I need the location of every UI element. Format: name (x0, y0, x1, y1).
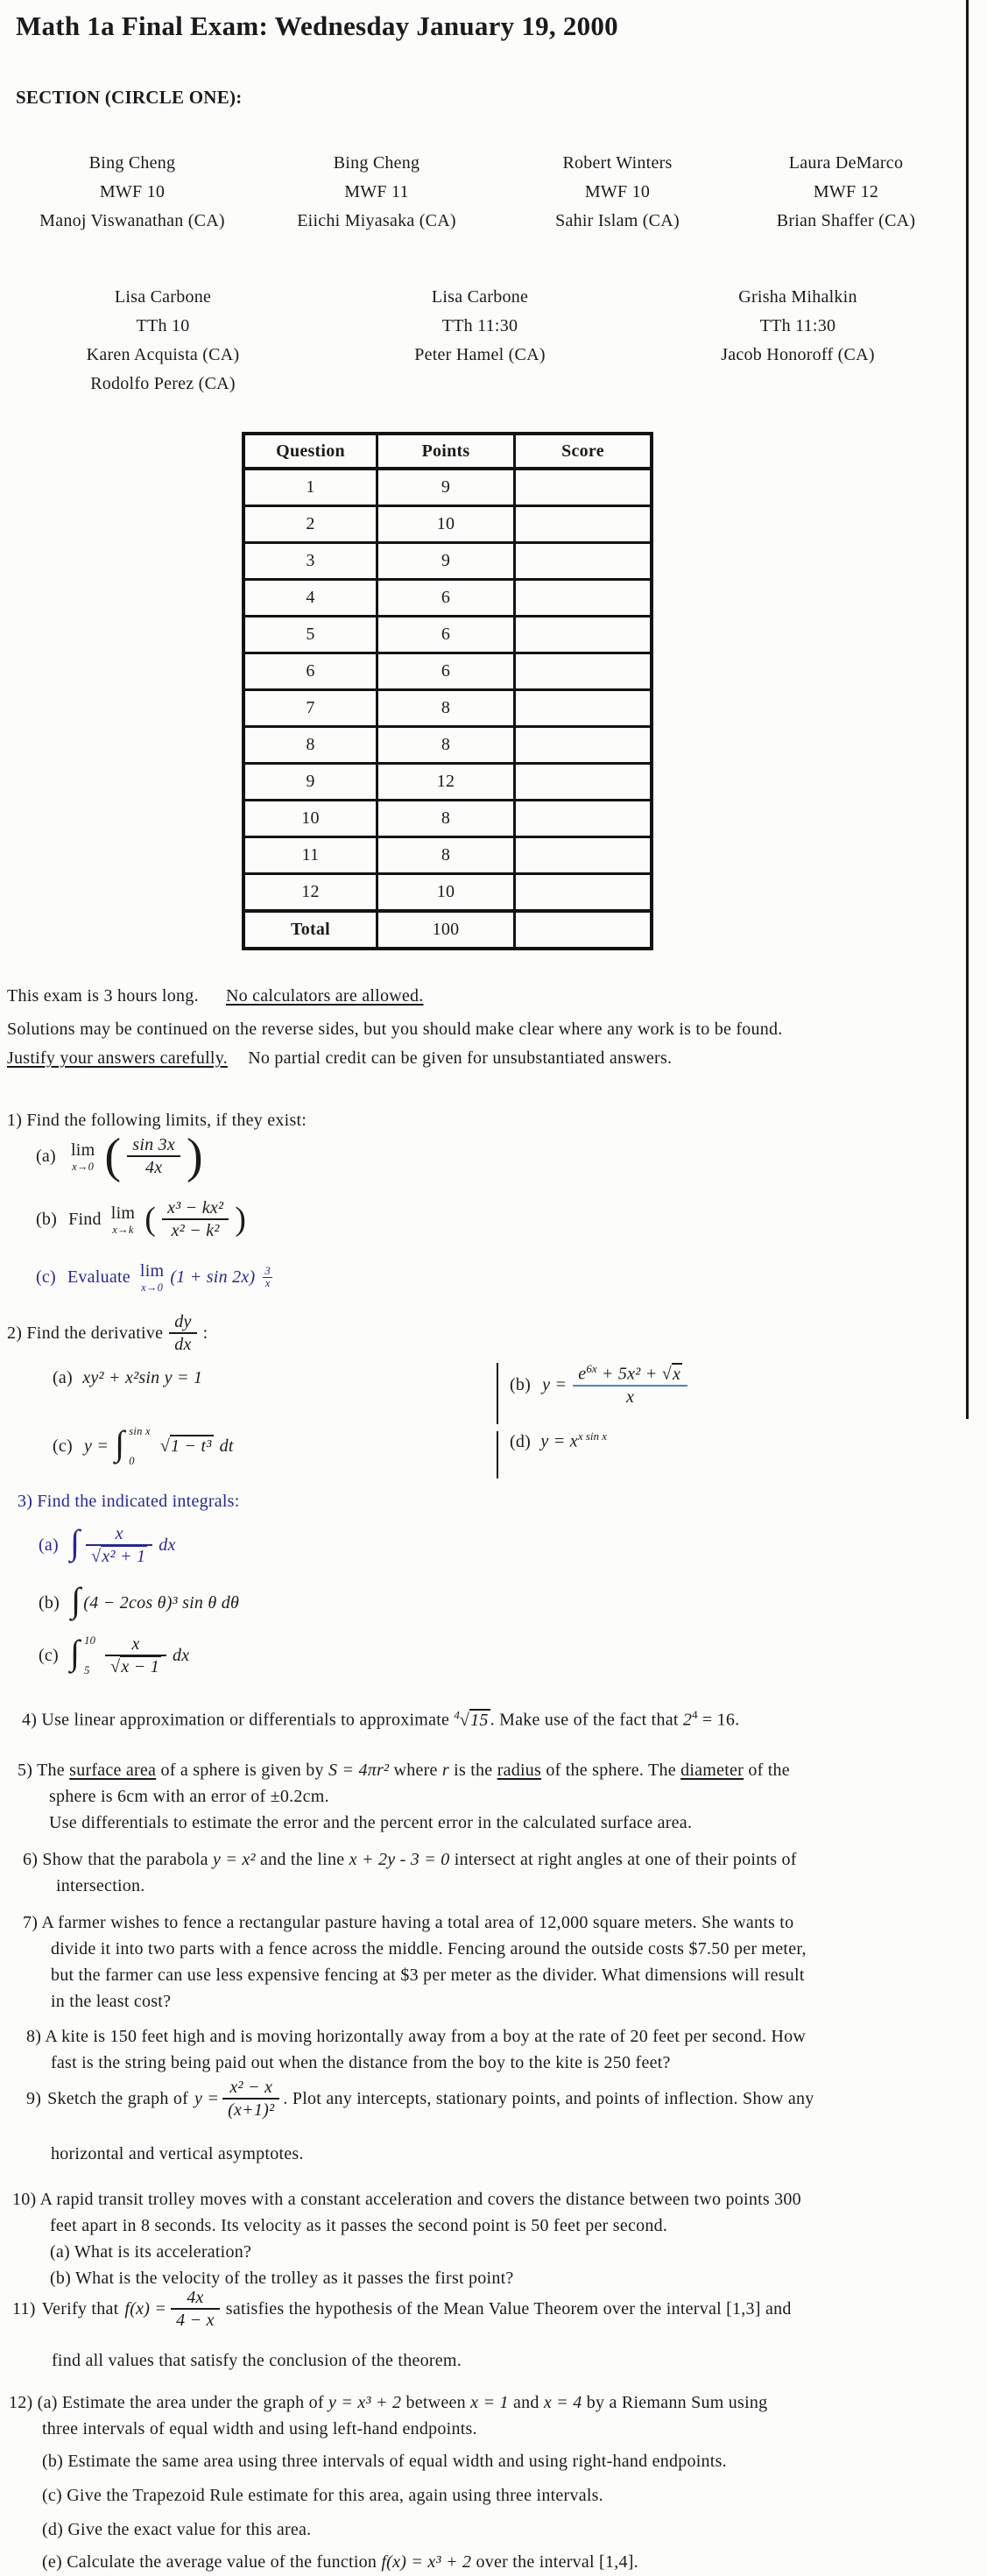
close-paren: ) (187, 1128, 203, 1183)
integral-limits (129, 1426, 151, 1466)
radical-sign: √ (159, 1436, 171, 1456)
fraction: $\frac{4x}{4 - x}$ (171, 2288, 220, 2331)
fraction: $\frac{\text{x³ − kx²}}{\text{x² − k²}}$ (162, 1198, 229, 1241)
column-divider-line (497, 1431, 498, 1479)
radical-sign: √ (661, 1364, 672, 1384)
instructions-line-3 (7, 1048, 672, 1069)
points-cell: 9 (377, 543, 515, 580)
score-table (242, 432, 653, 950)
part-label: (a) (53, 1368, 73, 1387)
limit-operator: lim x→0 (70, 1140, 95, 1173)
part-label: (a) (39, 1535, 59, 1555)
problem-text: of the sphere. The (546, 1761, 676, 1780)
power-base: 2 (682, 1710, 693, 1730)
points-cell: 8 (377, 837, 515, 874)
formula-body: (1 + sin 2x) (170, 1267, 256, 1288)
table-row (243, 653, 652, 690)
problem-text: A kite is 150 feet high and is moving horizontally away from a boy at the rate of 20 feet per second. How (45, 2027, 807, 2046)
problem-number: 7) (23, 1913, 39, 1932)
points-cell: 10 (377, 874, 515, 912)
total-points: 100 (377, 911, 515, 949)
problem-line (23, 1909, 807, 1936)
points-cell: 6 (377, 653, 515, 690)
ca-name: Jacob Honoroff (CA) (721, 345, 875, 364)
inline-formula: x = 4 (543, 2393, 582, 2412)
section-option (414, 283, 546, 370)
problem-line: but the farmer can use less expensive fencing at $3 per meter as the divider. What dimensions will result (51, 1966, 805, 1985)
part-label: (b) (39, 1592, 60, 1613)
prompt-word: Find (68, 1209, 102, 1229)
inline-formula: y = x³ + 2 (328, 2393, 402, 2412)
problem-line (12, 2186, 801, 2213)
score-cell (515, 653, 652, 690)
table-row (243, 801, 652, 837)
radical-sign: √ (91, 1547, 102, 1567)
score-cell (515, 543, 652, 580)
section-option (555, 149, 680, 236)
score-cell (515, 690, 652, 727)
formula-body: (4 − 2cos θ)³ sin θ dθ (83, 1592, 240, 1613)
question-cell: 12 (243, 874, 377, 912)
table-row (243, 543, 652, 580)
problem-text: intersect at right angles at one of their points of (454, 1850, 797, 1869)
problem-text: and the line (260, 1850, 345, 1869)
problem-line: feet apart in 8 seconds. Its velocity as it passes the second point is 50 feet per second. (50, 2216, 668, 2235)
problem-3b (39, 1580, 240, 1620)
table-row (243, 690, 652, 727)
open-paren: ( (104, 1128, 122, 1183)
problem-text: over the interval [1,4]. (476, 2552, 638, 2572)
inline-formula: f(x) = x³ + 2 (381, 2552, 472, 2572)
problem-11 (12, 2288, 792, 2331)
instructor-name: Bing Cheng (88, 153, 176, 173)
lhs: y = (542, 1374, 568, 1394)
points-cell: 9 (377, 469, 515, 506)
problem-number: 5) (18, 1761, 33, 1780)
problem-subpart: (b) Estimate the same area using three intervals of equal width and using right-hand endpoints. (42, 2452, 727, 2471)
fraction: $\frac{x}{√x - 1}$ (105, 1634, 166, 1677)
points-cell: 10 (377, 506, 515, 543)
question-cell: 9 (243, 764, 377, 801)
underlined-term: surface area (69, 1761, 157, 1780)
open-paren: ( (145, 1201, 157, 1239)
root-index: 4 (454, 1708, 460, 1721)
section-time: MWF 10 (584, 182, 651, 201)
question-cell: 2 (243, 506, 377, 543)
ca-name: Manoj Viswanathan (CA) (39, 211, 225, 230)
problem-text: of the (748, 1761, 790, 1780)
part-label: (a) (36, 1146, 56, 1166)
problem-text: = 16. (701, 1710, 740, 1730)
question-cell: 1 (243, 469, 377, 506)
table-row (243, 617, 652, 653)
lhs: y = (194, 2088, 220, 2108)
problem-text: satisfies the hypothesis of the Mean Value Theorem over the interval [1,3] and (225, 2298, 792, 2318)
score-cell (515, 727, 652, 764)
problem-7 (23, 1909, 807, 2015)
problem-line (9, 2389, 767, 2416)
part-label: (d) (510, 1431, 532, 1451)
lower-limit: 0 (129, 1454, 135, 1467)
problem-text: by a Riemann Sum using (586, 2393, 768, 2412)
differential: dx (173, 1645, 190, 1665)
question-cell: 7 (243, 690, 377, 727)
question-cell: 5 (243, 617, 377, 653)
table-row (243, 874, 652, 912)
problem-2-heading (7, 1312, 208, 1355)
limit-operator: lim x→0 (139, 1261, 165, 1294)
problem-1b (36, 1198, 246, 1241)
fraction: $\frac{e^{6x} + 5x^2 + √x}{x}$ (573, 1363, 687, 1407)
section-option (87, 283, 240, 399)
problem-1c (36, 1262, 272, 1294)
score-column-header: Score (515, 434, 652, 469)
instructor-name: Lisa Carbone (114, 287, 212, 307)
instructor-name: Grisha Mihalkin (738, 287, 857, 307)
problem-text: . Plot any intercepts, stationary points, and points of inflection. Show any (283, 2088, 814, 2108)
no-calculators-text: No calculators are allowed. (225, 986, 424, 1006)
part-label: (b) (36, 1209, 58, 1229)
instructor-name: Lisa Carbone (431, 287, 529, 307)
problem-text: between (405, 2393, 466, 2412)
problem-8 (26, 2023, 806, 2076)
exponent-fraction: $\frac{3}{x}$ (264, 1265, 271, 1290)
integral-limits (84, 1635, 95, 1676)
sqrt-term: √x − 1 (110, 1657, 160, 1677)
problem-3c (39, 1634, 189, 1677)
problem-text: A farmer wishes to fence a rectangular pasture having a total area of 12,000 square meters. She wants to (41, 1913, 794, 1932)
inline-formula: x + 2y - 3 = 0 (349, 1850, 450, 1869)
part-label: (c) (53, 1436, 73, 1456)
section-time: MWF 10 (99, 182, 166, 201)
section-option (39, 149, 225, 236)
section-time: TTh 11:30 (441, 316, 518, 335)
problem-text: Sketch the graph of (47, 2088, 188, 2108)
problem-text: is the (454, 1761, 493, 1780)
inline-formula: r (441, 1761, 449, 1780)
problem-9 (26, 2078, 814, 2121)
problem-subpart (9, 2549, 767, 2575)
limit-operator: lim x→k (110, 1203, 136, 1236)
question-cell: 8 (243, 727, 377, 764)
close-paren: ) (235, 1201, 247, 1239)
integral-sign: ∫ (115, 1423, 125, 1463)
problem-10 (12, 2186, 801, 2291)
problem-line (23, 1846, 797, 1873)
problem-text: Show that the parabola (42, 1850, 208, 1869)
problem-text: A rapid transit trolley moves with a constant acceleration and covers the distance between two points 300 (39, 2190, 801, 2209)
problem-11-line-2: find all values that satisfy the conclusion of the theorem. (52, 2351, 462, 2370)
question-column-header: Question (243, 434, 377, 469)
ca-name: Karen Acquista (CA) (86, 345, 240, 364)
problem-line: sphere is 6cm with an error of ±0.2cm. (49, 1787, 329, 1806)
total-row (243, 911, 652, 949)
instructor-name: Robert Winters (562, 153, 673, 173)
fraction: $\frac{x}{\text{√x² + 1}}$ (86, 1524, 152, 1567)
part-label: (c) (36, 1267, 56, 1288)
problem-line: in the least cost? (51, 1992, 172, 2011)
question-cell: 11 (243, 837, 377, 874)
inline-formula: S = 4πr² (328, 1761, 390, 1780)
problem-line: Use differentials to estimate the error and the percent error in the calculated surface area. (49, 1813, 693, 1832)
problem-number: 9) (26, 2088, 42, 2108)
score-table-wrap (242, 432, 653, 950)
score-cell (515, 506, 652, 543)
integral-sign: ∫ (69, 1633, 81, 1673)
problem-text: . Make use of the fact that (490, 1710, 679, 1730)
ca-name: Brian Shaffer (CA) (776, 211, 916, 230)
question-cell: 4 (243, 580, 377, 617)
problem-text: of a sphere is given by (160, 1761, 324, 1780)
problem-1-heading: 1) Find the following limits, if they exist: (7, 1111, 307, 1130)
section-time: TTh 10 (136, 316, 190, 335)
problem-2b (510, 1363, 687, 1407)
part-label: (c) (39, 1645, 59, 1665)
problem-text: and (513, 2393, 539, 2412)
problem-number: 11) (12, 2298, 36, 2318)
score-cell (515, 837, 652, 874)
section-time: TTh 11:30 (759, 316, 836, 335)
problem-text: (a) Estimate the area under the graph of (37, 2393, 324, 2412)
table-row (243, 764, 652, 801)
ca-name: Sahir Islam (CA) (555, 211, 680, 230)
exponent: 6x (586, 1362, 597, 1375)
exam-length-text: This exam is 3 hours long. (7, 986, 199, 1006)
points-cell: 6 (377, 617, 515, 653)
table-row (243, 837, 652, 874)
score-cell (515, 764, 652, 801)
problem-text: (e) Calculate the average value of the function (42, 2552, 377, 2572)
problem-9-line-2: horizontal and vertical asymptotes. (51, 2144, 304, 2163)
score-cell (515, 874, 652, 912)
inline-formula: x = 1 (470, 2393, 509, 2412)
question-cell: 3 (243, 543, 377, 580)
middle-terms: + 5x² + (596, 1364, 662, 1384)
dy-dx-fraction: $\frac{dy}{dx}$ (169, 1312, 196, 1355)
justify-answers-text: Justify your answers carefully. (7, 1048, 228, 1068)
fourth-root: $^4$√15 (454, 1708, 489, 1730)
problem-line: divide it into two parts with a fence across the middle. Fencing around the outside costs $7.50 per meter, (51, 1939, 807, 1958)
score-cell (515, 469, 652, 506)
question-cell: 10 (243, 801, 377, 837)
table-row (243, 506, 652, 543)
question-cell: 6 (243, 653, 377, 690)
instructions-line-1 (7, 986, 424, 1006)
fraction: $\frac{\text{x² − x}}{\text{(x+1)²}}$ (222, 2078, 279, 2121)
differential: dt (219, 1436, 234, 1456)
score-cell (515, 617, 652, 653)
section-prompt: SECTION (CIRCLE ONE): (16, 87, 243, 108)
score-cell (515, 580, 652, 617)
section-option (777, 149, 916, 236)
problem-line (18, 1757, 790, 1783)
problem-2d (510, 1429, 607, 1452)
prompt-word: Evaluate (67, 1267, 130, 1288)
points-cell: 8 (377, 801, 515, 837)
score-table-header-row (243, 434, 652, 469)
radical-sign: √ (459, 1710, 470, 1730)
lower-limit: 5 (84, 1663, 90, 1676)
points-cell: 6 (377, 580, 515, 617)
inline-formula: y = x² (213, 1850, 256, 1869)
column-divider-line (497, 1363, 498, 1424)
table-row (243, 580, 652, 617)
ca-name: Peter Hamel (CA) (414, 345, 546, 364)
problem-number: 4) (22, 1710, 38, 1730)
formula-body: y = x (540, 1431, 578, 1451)
problem-line: intersection. (56, 1876, 145, 1895)
problem-1a (36, 1128, 203, 1183)
problem-text: The (37, 1761, 65, 1780)
sqrt-term: √1 − t³ (159, 1436, 212, 1456)
ca-name: Rodolfo Perez (CA) (90, 374, 236, 393)
ca-name: Eiichi Miyasaka (CA) (297, 211, 456, 230)
problem-line: three intervals of equal width and using left-hand endpoints. (42, 2419, 477, 2438)
problem-6 (23, 1846, 797, 1899)
sqrt-term: √x² + 1 (91, 1547, 146, 1567)
problem-5 (18, 1757, 790, 1836)
points-cell: 8 (377, 727, 515, 764)
problem-subpart: (b) What is the velocity of the trolley as it passes the first point? (50, 2269, 514, 2288)
heading-text: 2) Find the derivative (7, 1323, 164, 1343)
score-cell (515, 801, 652, 837)
points-column-header: Points (377, 434, 515, 469)
problem-number: 10) (12, 2190, 37, 2209)
section-time: MWF 11 (344, 182, 409, 201)
problem-text: Verify that (41, 2298, 119, 2318)
formula-body: xy² + x²sin y = 1 (82, 1368, 203, 1387)
problem-subpart: (c) Give the Trapezoid Rule estimate for this area, again using three intervals. (42, 2486, 603, 2505)
problem-12 (9, 2389, 767, 2575)
radical-sign: √ (110, 1657, 121, 1677)
problem-3-heading: 3) Find the indicated integrals: (18, 1492, 240, 1511)
table-row (243, 727, 652, 764)
total-label: Total (243, 911, 377, 949)
problem-number: 12) (9, 2393, 33, 2412)
sqrt-term: √x (661, 1364, 681, 1384)
lhs: f(x) = (124, 2298, 167, 2318)
differential: dx (159, 1535, 176, 1555)
points-cell: 8 (377, 690, 515, 727)
integral-sign: ∫ (71, 1580, 81, 1620)
problem-number: 6) (23, 1850, 39, 1869)
scan-edge-line (966, 0, 969, 1419)
section-option (721, 283, 874, 370)
problem-2a (53, 1368, 202, 1388)
instructor-name: Laura DeMarco (788, 153, 904, 173)
score-cell (515, 911, 652, 949)
underlined-term: diameter (680, 1761, 744, 1780)
instructions-line-2: Solutions may be continued on the reverse sides, but you should make clear where any work is to be found. (7, 1020, 783, 1039)
table-row (243, 469, 652, 506)
section-option (297, 149, 456, 236)
problem-text: where (393, 1761, 438, 1780)
problem-text: Use linear approximation or differentials to approximate (41, 1710, 450, 1730)
problem-line (26, 2023, 806, 2050)
part-label: (b) (510, 1374, 532, 1394)
upper-limit: sin x (129, 1425, 151, 1437)
page-title: Math 1a Final Exam: Wednesday January 19, 2000 (16, 11, 618, 41)
section-time: MWF 12 (813, 182, 879, 201)
problem-subpart: (d) Give the exact value for this area. (42, 2520, 312, 2539)
no-partial-credit-text: No partial credit can be given for unsubstantiated answers. (248, 1048, 673, 1068)
upper-limit: 10 (84, 1634, 96, 1648)
fraction: $\frac{\sin 3x}{4x}$ (127, 1135, 180, 1178)
lhs: y = (83, 1436, 109, 1456)
exponent: 4 (692, 1708, 698, 1721)
integral-sign: ∫ (69, 1522, 81, 1563)
problem-2c (53, 1423, 234, 1467)
problem-3a (39, 1524, 176, 1567)
problem-line: fast is the string being paid out when the distance from the boy to the kite is 250 feet? (51, 2053, 671, 2072)
e-term: e (578, 1364, 587, 1384)
problem-4 (22, 1708, 739, 1731)
problem-subpart: (a) What is its acceleration? (50, 2242, 252, 2262)
heading-colon: : (202, 1323, 208, 1343)
underlined-term: radius (497, 1761, 542, 1780)
exponent: x sin x (577, 1429, 608, 1443)
problem-number: 8) (26, 2027, 42, 2046)
instructor-name: Bing Cheng (333, 153, 420, 173)
points-cell: 12 (377, 764, 515, 801)
